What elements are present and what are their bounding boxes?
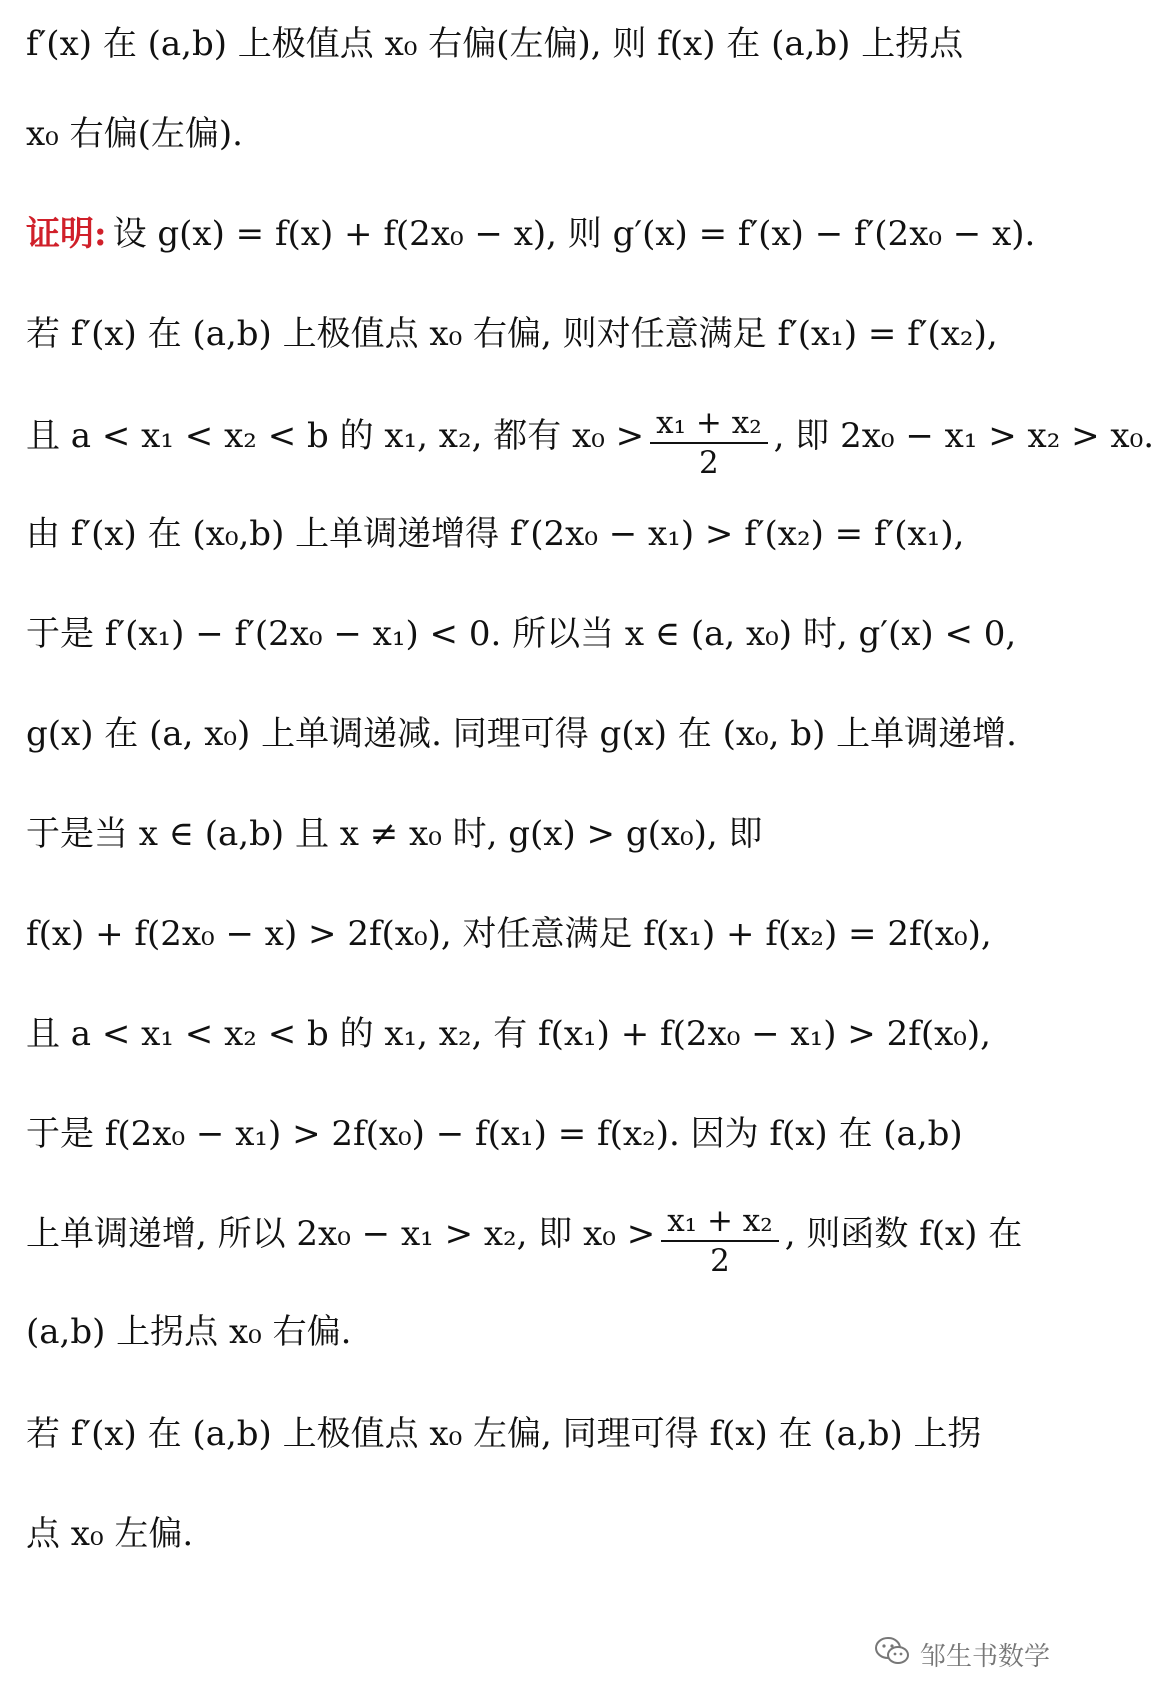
- text-line-14: [26, 1288, 1056, 1378]
- fraction-denominator: 2: [699, 445, 719, 481]
- line-text-pre: 且 a < x₁ < x₂ < b 的 x₁, x₂, 都有 x₀ >: [26, 416, 645, 457]
- fraction: [650, 406, 768, 480]
- line-text: x₀ 右偏(左偏).: [26, 114, 243, 155]
- line-text-post: , 即 2x₀ − x₁ > x₂ > x₀.: [773, 416, 1154, 457]
- text-line-11: [26, 990, 1056, 1080]
- watermark-text: 邹生书数学: [919, 1642, 1050, 1672]
- text-line-8: [26, 690, 1056, 780]
- text-line-2: [26, 90, 1056, 180]
- fraction: [661, 1204, 779, 1278]
- text-line-15: [26, 1390, 1056, 1480]
- text-line-9: [26, 790, 1056, 880]
- wechat-icon: [874, 1636, 910, 1673]
- line-text: 于是 f′(x₁) − f′(2x₀ − x₁) < 0. 所以当 x ∈ (a, x₀) 时, g′(x) < 0,: [26, 614, 1017, 655]
- line-text-post: , 则函数 f(x) 在: [784, 1214, 1023, 1255]
- text-line-5: [26, 392, 1154, 482]
- text-line-4: [26, 290, 1056, 380]
- line-text: 于是 f(2x₀ − x₁) > 2f(x₀) − f(x₁) = f(x₂). 因为 f(x) 在 (a,b): [26, 1114, 963, 1155]
- text-line-1: [26, 0, 1056, 90]
- line-text: 若 f′(x) 在 (a,b) 上极值点 x₀ 左偏, 同理可得 f(x) 在 (a,b) 上拐: [26, 1414, 982, 1455]
- watermark: [874, 1636, 1050, 1673]
- line-text: 于是当 x ∈ (a,b) 且 x ≠ x₀ 时, g(x) > g(x₀), 即: [26, 814, 763, 855]
- proof-line: [26, 190, 1056, 280]
- text-line-12: [26, 1090, 1056, 1180]
- line-text: 点 x₀ 左偏.: [26, 1514, 194, 1555]
- line-text: f(x) + f(2x₀ − x) > 2f(x₀), 对任意满足 f(x₁) + f(x₂) = 2f(x₀),: [26, 914, 992, 955]
- line-text: 由 f′(x) 在 (x₀,b) 上单调递增得 f′(2x₀ − x₁) > f′(x₂) = f′(x₁),: [26, 514, 965, 555]
- text-line-13: [26, 1190, 1056, 1280]
- text-line-6: [26, 490, 1056, 580]
- text-line-16: [26, 1490, 1056, 1580]
- line-text: f′(x) 在 (a,b) 上极值点 x₀ 右偏(左偏), 则 f(x) 在 (a,b) 上拐点: [26, 24, 964, 65]
- line-text: 设 g(x) = f(x) + f(2x₀ − x), 则 g′(x) = f′(x) − f′(2x₀ − x).: [112, 214, 1036, 255]
- line-text: g(x) 在 (a, x₀) 上单调递减. 同理可得 g(x) 在 (x₀, b) 上单调递增.: [26, 714, 1017, 755]
- line-text-pre: 上单调递增, 所以 2x₀ − x₁ > x₂, 即 x₀ >: [26, 1214, 656, 1255]
- proof-label: 证明:: [26, 214, 107, 255]
- fraction-numerator: x₁ + x₂: [656, 404, 762, 441]
- text-line-7: [26, 590, 1056, 680]
- line-text: (a,b) 上拐点 x₀ 右偏.: [26, 1312, 352, 1353]
- line-text: 且 a < x₁ < x₂ < b 的 x₁, x₂, 有 f(x₁) + f(2x₀ − x₁) > 2f(x₀),: [26, 1014, 991, 1055]
- text-line-10: [26, 890, 1056, 980]
- fraction-numerator: x₁ + x₂: [667, 1202, 773, 1239]
- line-text: 若 f′(x) 在 (a,b) 上极值点 x₀ 右偏, 则对任意满足 f′(x₁) = f′(x₂),: [26, 314, 998, 355]
- fraction-denominator: 2: [710, 1243, 730, 1279]
